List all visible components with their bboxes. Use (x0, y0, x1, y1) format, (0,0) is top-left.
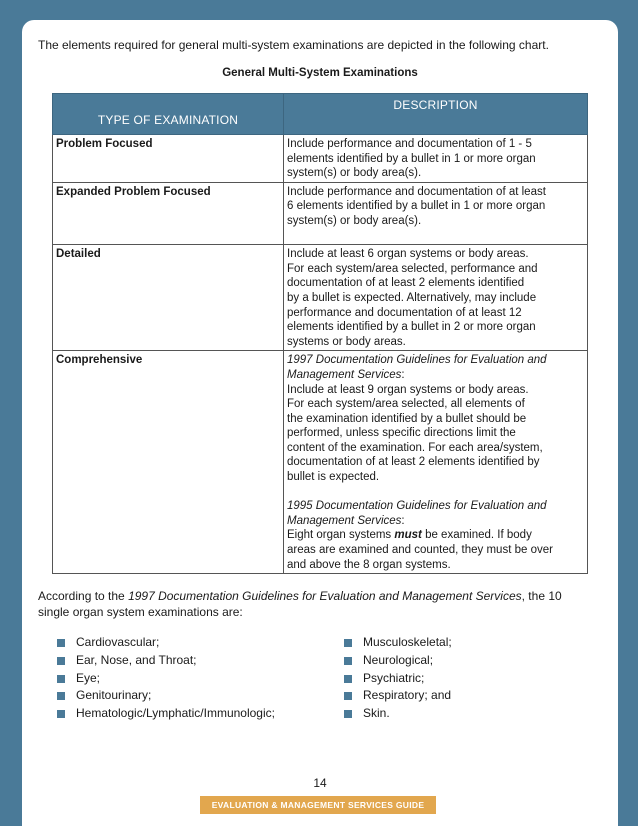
organ-list-right (344, 634, 452, 723)
description-line: Include at least 9 organ systems or body areas. (287, 383, 529, 396)
list-item-label: Skin. (363, 706, 390, 721)
list-item (57, 670, 275, 688)
examination-table (52, 93, 588, 574)
description-line: Include performance and documentation of at least (287, 185, 546, 198)
description-line: documentation of at least 2 elements identified (287, 277, 525, 290)
text-run: , the 10 (521, 589, 562, 603)
list-item-label: Musculoskeletal; (363, 635, 452, 649)
list-item (344, 705, 452, 723)
colon: : (401, 368, 405, 381)
list-item (57, 687, 275, 705)
guideline-1997-title-line2 (287, 368, 581, 383)
guideline-1997-title: 1997 Documentation Guidelines for Evaluation and (287, 354, 547, 367)
square-bullet-icon (57, 675, 65, 683)
guideline-1997-title-end: Management Services (287, 368, 402, 381)
paragraph-gap (287, 485, 581, 500)
description-line: performed, unless specific directions limit the (287, 427, 516, 440)
list-item (344, 687, 452, 705)
list-item-label: Ear, Nose, and Throat; (76, 652, 197, 667)
description-line: 6 elements identified by a bullet in 1 or more organ (287, 200, 546, 213)
description-line (287, 528, 581, 543)
list-item (57, 634, 275, 652)
colon: : (401, 514, 405, 527)
square-bullet-icon (344, 675, 352, 683)
row-type: Expanded Problem Focused (53, 182, 284, 244)
list-item-label: Eye; (76, 670, 101, 685)
table-row (53, 182, 588, 244)
table-row (53, 245, 588, 351)
list-item (344, 652, 452, 670)
text-run: Eight organ systems (287, 529, 395, 542)
description-line: by a bullet is expected. Alternatively, may include (287, 291, 537, 304)
description-line: the examination identified by a bullet should be (287, 412, 527, 425)
table-row (53, 135, 588, 183)
description-line: Include at least 6 organ systems or body areas. (287, 248, 529, 261)
row-type: Problem Focused (53, 135, 284, 183)
text-run: According to the (38, 589, 129, 603)
square-bullet-icon (344, 639, 352, 647)
table-title: General Multi-System Examinations (222, 67, 418, 79)
description-line: performance and documentation of at least 12 (287, 306, 522, 319)
row-description (284, 351, 588, 574)
row-description (284, 135, 588, 183)
description-line: elements identified by a bullet in 2 or more organ (287, 321, 536, 334)
list-item (344, 634, 452, 652)
description-line: documentation of at least 2 elements identified by (287, 456, 540, 469)
description-line: elements identified by a bullet in 1 or more organ (287, 152, 536, 165)
description-line: For each system/area selected, all elements of (287, 398, 525, 411)
square-bullet-icon (57, 657, 65, 665)
list-item-label: Hematologic/Lymphatic/Immunologic; (76, 706, 275, 721)
document-page (22, 20, 618, 826)
square-bullet-icon (344, 692, 352, 700)
list-item (57, 705, 275, 723)
text-run: be examined. If body (421, 529, 532, 542)
description-line: bullet is expected. (287, 471, 380, 484)
table-row (53, 351, 588, 574)
square-bullet-icon (344, 657, 352, 665)
list-item (344, 670, 452, 688)
list-item-label: Neurological; (363, 652, 434, 667)
list-item-label: Cardiovascular; (76, 635, 160, 649)
description-line: and above the 8 organ systems. (287, 558, 451, 571)
table-header-row (53, 94, 588, 135)
list-item (57, 652, 275, 670)
square-bullet-icon (344, 710, 352, 718)
row-description (284, 182, 588, 244)
intro-text: The elements required for general multi-system examinations are depicted in the following chart. (38, 38, 549, 52)
description-line: system(s) or body area(s). (287, 167, 422, 180)
description-line: areas are examined and counted, they must be over (287, 544, 553, 557)
text-run: single organ system examinations are: (38, 604, 243, 619)
emphasis-must: must (394, 529, 422, 542)
description-line: For each system/area selected, performance and (287, 262, 538, 275)
row-description (284, 245, 588, 351)
organ-list-left (57, 634, 275, 723)
square-bullet-icon (57, 692, 65, 700)
according-paragraph (38, 589, 608, 620)
description-line: systems or body areas. (287, 335, 406, 348)
row-type: Comprehensive (53, 351, 284, 574)
guidelines-title: 1997 Documentation Guidelines for Evaluation and Management Services (128, 589, 522, 603)
guideline-1995-title-line2 (287, 514, 581, 529)
description-line: Include performance and documentation of 1 - 5 (287, 138, 532, 150)
square-bullet-icon (57, 710, 65, 718)
header-description: DESCRIPTION (284, 94, 588, 135)
header-type: TYPE OF EXAMINATION (53, 94, 284, 135)
guideline-1995-title: 1995 Documentation Guidelines for Evaluation and (287, 500, 547, 513)
footer-banner: EVALUATION & MANAGEMENT SERVICES GUIDE (200, 796, 436, 814)
row-spacer (287, 229, 581, 244)
list-item-label: Respiratory; and (363, 688, 452, 703)
row-type: Detailed (53, 245, 284, 351)
page-number: 14 (313, 776, 327, 790)
guideline-1995-title-end: Management Services (287, 514, 402, 527)
description-line: system(s) or body area(s). (287, 214, 422, 227)
description-line: content of the examination. For each area/system, (287, 441, 543, 454)
list-item-label: Psychiatric; (363, 670, 425, 685)
list-item-label: Genitourinary; (76, 688, 152, 703)
square-bullet-icon (57, 639, 65, 647)
